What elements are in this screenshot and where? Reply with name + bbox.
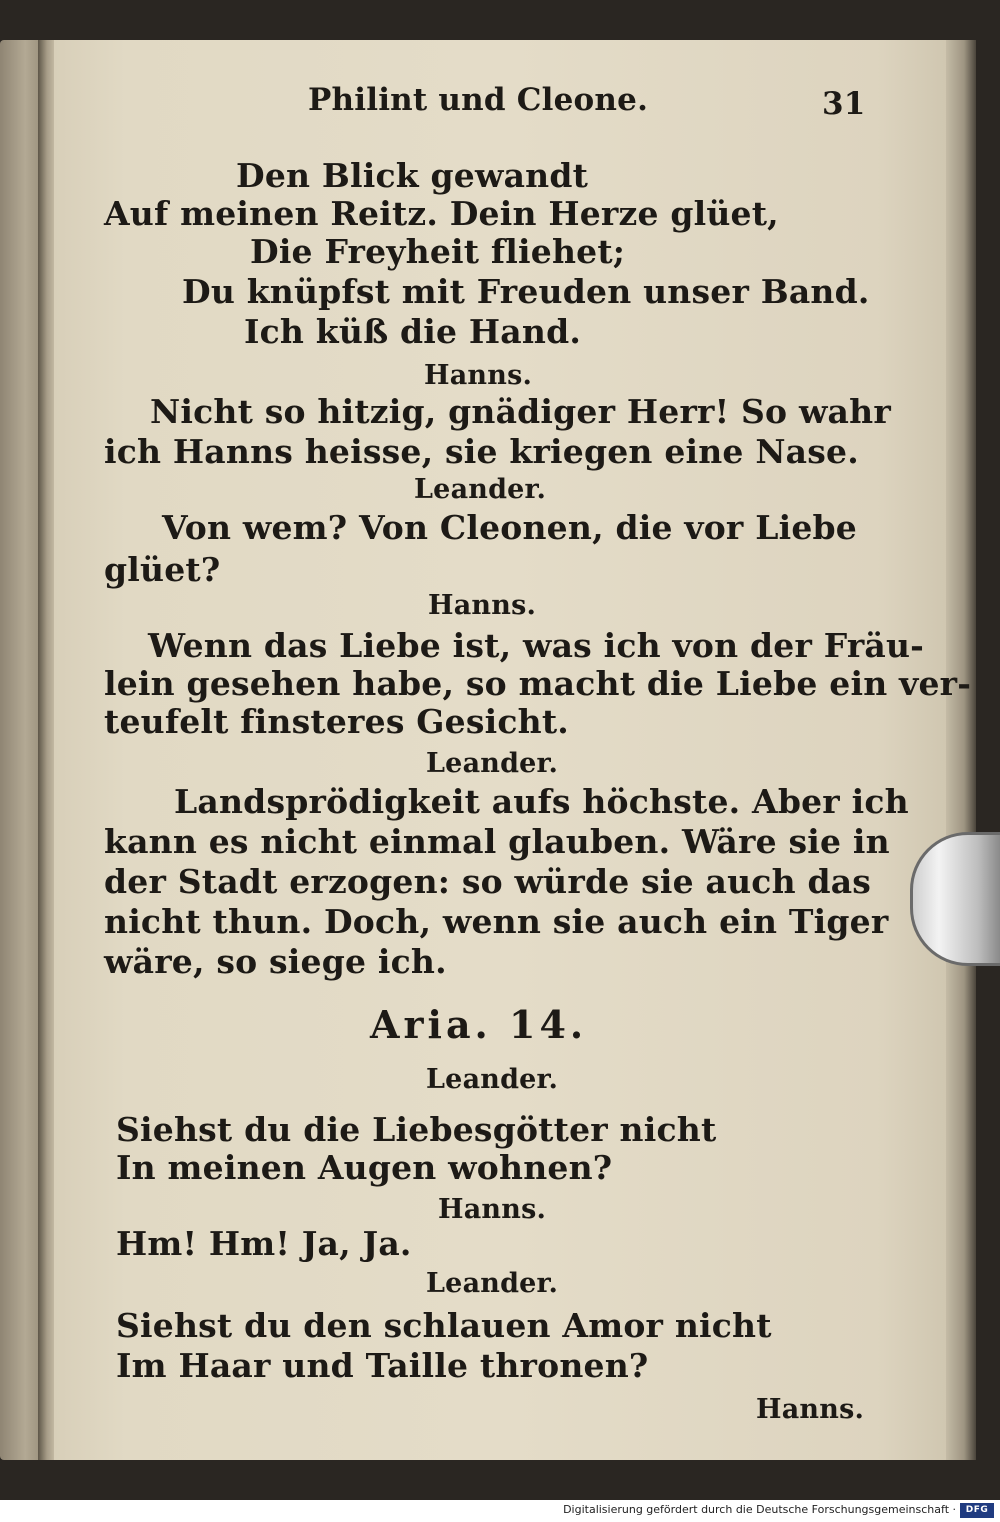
text-line: ich Hanns heisse, sie kriegen eine Nase. — [104, 432, 859, 471]
text-line: der Stadt erzogen: so würde sie auch das — [104, 862, 872, 901]
text-line: Wenn das Liebe ist, was ich von der Fräu- — [148, 626, 925, 665]
speaker-name: Hanns. — [424, 360, 533, 391]
text-line: Die Freyheit fliehet; — [250, 232, 626, 271]
speaker-name: Leander. — [426, 1268, 559, 1299]
text-line: Siehst du die Liebesgötter nicht — [116, 1110, 717, 1149]
speaker-name: Leander. — [426, 1064, 559, 1095]
text-line: Du knüpfst mit Freuden unser Band. — [182, 272, 870, 311]
aria-heading: Aria. 14. — [370, 1002, 588, 1047]
speaker-name: Leander. — [426, 748, 559, 779]
dfg-logo: DFG — [960, 1503, 994, 1518]
catchword: Hanns. — [756, 1394, 865, 1425]
text-line: Auf meinen Reitz. Dein Herze glüet, — [104, 194, 779, 233]
text-line: Den Blick gewandt — [236, 156, 589, 195]
page-number: 31 — [822, 86, 866, 122]
speaker-name: Leander. — [414, 474, 547, 505]
text-line: nicht thun. Doch, wenn sie auch ein Tiger — [104, 902, 889, 941]
text-line: teufelt finsteres Gesicht. — [104, 702, 569, 741]
digitization-footer — [0, 1500, 1000, 1522]
text-line: Siehst du den schlauen Amor nicht — [116, 1306, 772, 1345]
text-line: kann es nicht einmal glauben. Wäre sie in — [104, 822, 890, 861]
previous-page-edge — [0, 40, 42, 1460]
funding-credit: Digitalisierung gefördert durch die Deutsche Forschungsgemeinschaft · — [563, 1503, 956, 1516]
text-line: In meinen Augen wohnen? — [116, 1148, 613, 1187]
text-line: Landsprödigkeit aufs höchste. Aber ich — [174, 782, 909, 821]
text-line: glüet? — [104, 550, 221, 589]
text-line: Nicht so hitzig, gnädiger Herr! So wahr — [150, 392, 891, 431]
text-line: Von wem? Von Cleonen, die vor Liebe — [162, 508, 858, 547]
speaker-name: Hanns. — [428, 590, 537, 621]
text-line: lein gesehen habe, so macht die Liebe ein ver- — [104, 664, 972, 703]
text-line: Ich küß die Hand. — [244, 312, 582, 351]
speaker-name: Hanns. — [438, 1194, 547, 1225]
text-line: Hm! Hm! Ja, Ja. — [116, 1224, 412, 1263]
text-line: wäre, so siege ich. — [104, 942, 447, 981]
text-line: Im Haar und Taille thronen? — [116, 1346, 649, 1385]
page-clip-icon — [910, 832, 1000, 966]
running-title: Philint und Cleone. — [308, 82, 649, 118]
page-fore-edge — [946, 40, 976, 1460]
